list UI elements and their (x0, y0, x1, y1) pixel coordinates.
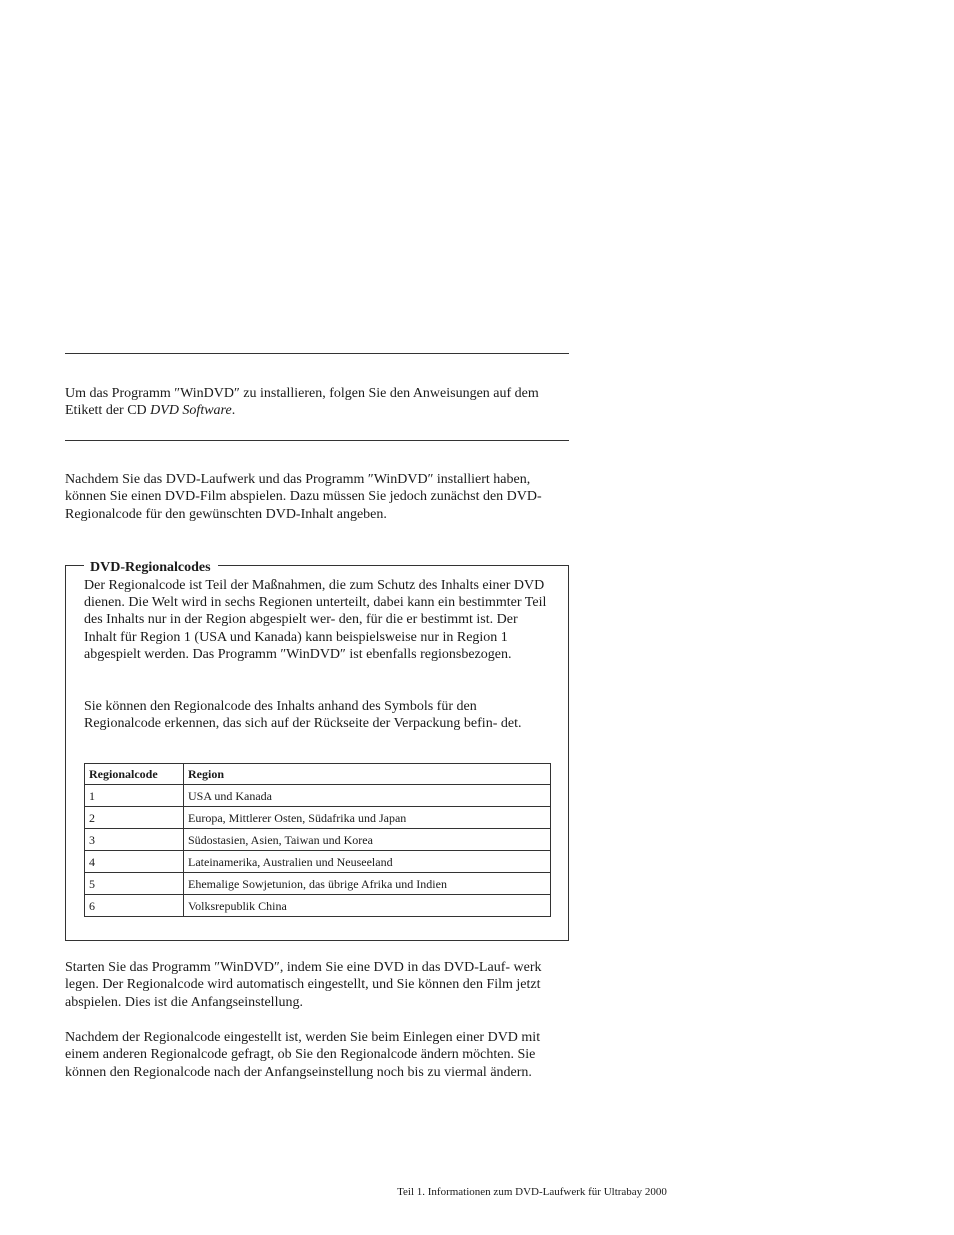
table-cell-region: Europa, Mittlerer Osten, Südafrika und Japan (184, 807, 551, 829)
install-paragraph (65, 385, 570, 420)
table-cell-region: Ehemalige Sowjetunion, das übrige Afrika und Indien (184, 873, 551, 895)
table-row (85, 895, 551, 917)
install-cd-name: DVD Software (150, 403, 232, 419)
table-cell-region: Volksrepublik China (184, 895, 551, 917)
table-cell-code: 4 (85, 851, 184, 873)
table-row (85, 785, 551, 807)
table-cell-code: 6 (85, 895, 184, 917)
table-row (85, 807, 551, 829)
section-rule-middle (65, 440, 569, 441)
install-text-end: . (231, 403, 236, 419)
table-cell-code: 1 (85, 785, 184, 807)
page-footer: Teil 1. Informationen zum DVD-Laufwerk für Ultrabay 2000 (397, 1186, 667, 1198)
table-cell-code: 3 (85, 829, 184, 851)
change-region-paragraph: Nachdem der Regionalcode eingestellt ist, werden Sie beim Einlegen einer DVD mit einem anderen Regionalcode gefragt, ob Sie den Regionalcode ändern möchten. Sie können den Regionalcode nach der Anfangseinstellung noch bis zu viermal ändern. (65, 1030, 541, 1080)
region-code-box-title: DVD-Regionalcodes (84, 559, 218, 576)
start-windvd-paragraph: Starten Sie das Programm ″WinDVD″, indem Sie eine DVD in das DVD-Lauf- werk legen. Der Regionalcode wird automatisch eingestellt, und Sie können den Film jetzt abspielen. Dies ist die Anfangseinstellung. (65, 960, 542, 1010)
table-cell-region: USA und Kanada (184, 785, 551, 807)
region-code-explanation: Der Regionalcode ist Teil der Maßnahmen, die zum Schutz des Inhalts einer DVD dienen. Die Welt wird in sechs Regionen unterteilt, dabei kann ein bestimmter Teil des Inhalts nur in der Region abgespielt wer- den, für die er bestimmt ist. Der Inhalt für Region 1 (USA und Kanada) kann beispielsweise nur in Region 1 abgespielt werden. Das Programm ″WinDVD″ ist ebenfalls regionsbezogen. (84, 578, 547, 662)
table-row (85, 851, 551, 873)
table-cell-region: Lateinamerika, Australien und Neuseeland (184, 851, 551, 873)
region-code-table (84, 763, 551, 917)
column-header-regionalcode: Regionalcode (85, 764, 184, 785)
table-row (85, 829, 551, 851)
install-text: Um das Programm ″WinDVD″ zu installieren, folgen Sie den Anweisungen auf dem Etikett der CD (65, 386, 539, 419)
intro-paragraph: Nachdem Sie das DVD-Laufwerk und das Programm ″WinDVD″ installiert haben, können Sie einen DVD-Film abspielen. Dazu müssen Sie jedoch zunächst den DVD-Regionalcode für den gewünschten DVD-Inhalt angeben. (65, 472, 542, 522)
section-rule-top (65, 353, 569, 354)
column-header-region: Region (184, 764, 551, 785)
table-row (85, 873, 551, 895)
table-cell-code: 2 (85, 807, 184, 829)
table-header-row (85, 764, 551, 785)
table-cell-region: Südostasien, Asien, Taiwan und Korea (184, 829, 551, 851)
table-cell-code: 5 (85, 873, 184, 895)
region-code-symbol-hint: Sie können den Regionalcode des Inhalts anhand des Symbols für den Regionalcode erkennen, das sich auf der Rückseite der Verpackung befin- det. (84, 699, 522, 732)
